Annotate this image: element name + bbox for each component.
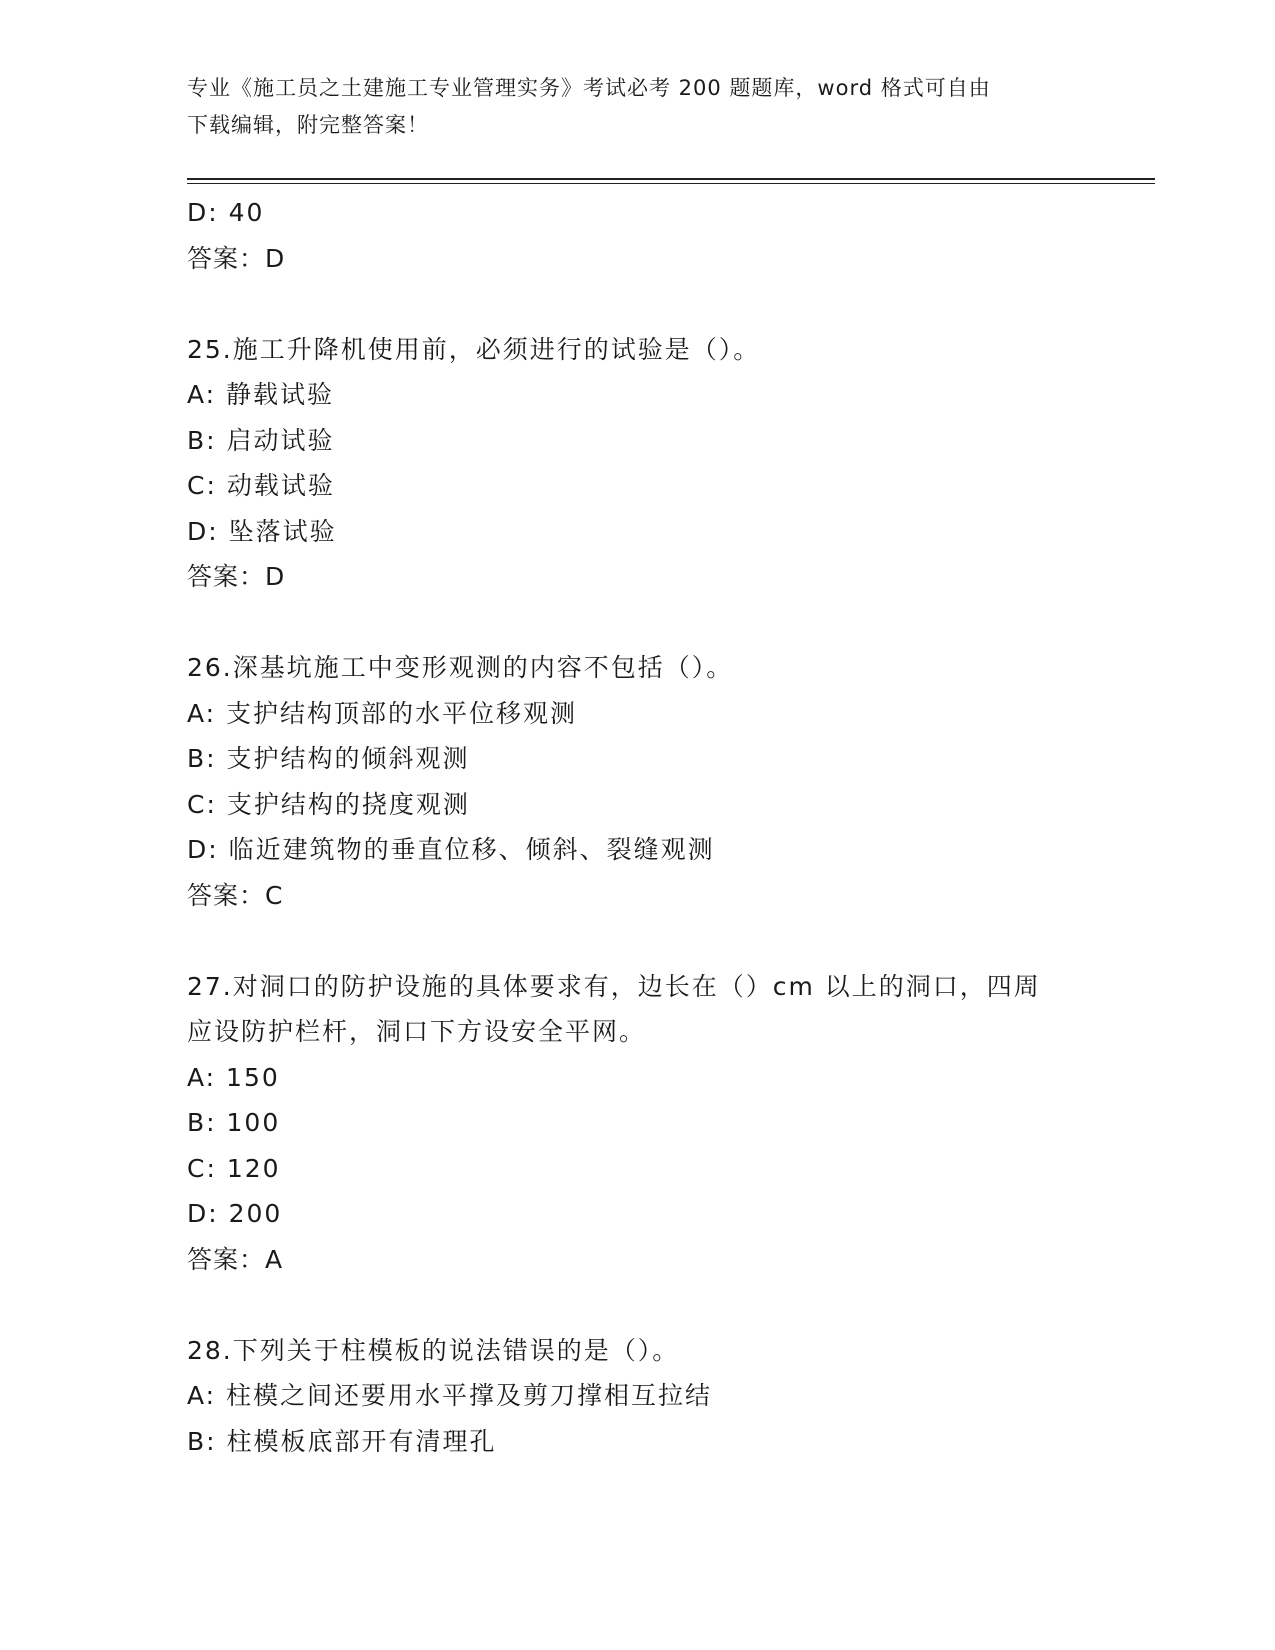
question-stem: 26.深基坑施工中变形观测的内容不包括（）。: [187, 653, 734, 682]
document-header: [187, 70, 1087, 144]
option-b: B: 100: [187, 1108, 281, 1137]
question-27: [187, 964, 1087, 1283]
option-a: A: 静载试验: [187, 380, 335, 409]
question-list: [187, 190, 1087, 1464]
question-stem: 25.施工升降机使用前，必须进行的试验是（）。: [187, 334, 761, 364]
option-d: D: 坠落试验: [187, 516, 337, 546]
option-d: D: 40: [187, 198, 265, 227]
answer-line: 答案：D: [187, 243, 286, 273]
option-c: C: 支护结构的挠度观测: [187, 789, 470, 819]
header-line-2: 下载编辑，附完整答案！: [187, 113, 429, 137]
answer-line: 答案：A: [187, 1244, 284, 1274]
option-d: D: 临近建筑物的垂直位移、倾斜、裂缝观测: [187, 835, 715, 864]
header-divider: [187, 178, 1155, 180]
question-26: [187, 645, 1087, 918]
option-b: B: 启动试验: [187, 425, 335, 455]
option-a: A: 支护结构顶部的水平位移观测: [187, 698, 578, 728]
question-stem-line-2: 应设防护栏杆，洞口下方设安全平网。: [187, 1017, 647, 1046]
question-25: [187, 327, 1087, 600]
question-28: [187, 1328, 1087, 1465]
answer-line: 答案：D: [187, 562, 286, 591]
question-stem-line-1: 27.对洞口的防护设施的具体要求有，边长在（）cm 以上的洞口，四周: [187, 971, 1041, 1001]
option-c: C: 动载试验: [187, 471, 335, 500]
option-a: A: 150: [187, 1062, 280, 1092]
answer-line: 答案：C: [187, 880, 284, 910]
header-line-1: 专业《施工员之土建施工专业管理实务》考试必考 200 题题库，word 格式可自由: [187, 76, 991, 100]
question-stem: 28.下列关于柱模板的说法错误的是（）。: [187, 1335, 680, 1365]
option-d: D: 200: [187, 1199, 283, 1228]
option-c: C: 120: [187, 1153, 281, 1183]
option-b: B: 柱模板底部开有清理孔: [187, 1426, 497, 1456]
option-b: B: 支护结构的倾斜观测: [187, 744, 470, 773]
option-a: A: 柱模之间还要用水平撑及剪刀撑相互拉结: [187, 1381, 713, 1410]
header-divider-thin: [187, 183, 1155, 184]
